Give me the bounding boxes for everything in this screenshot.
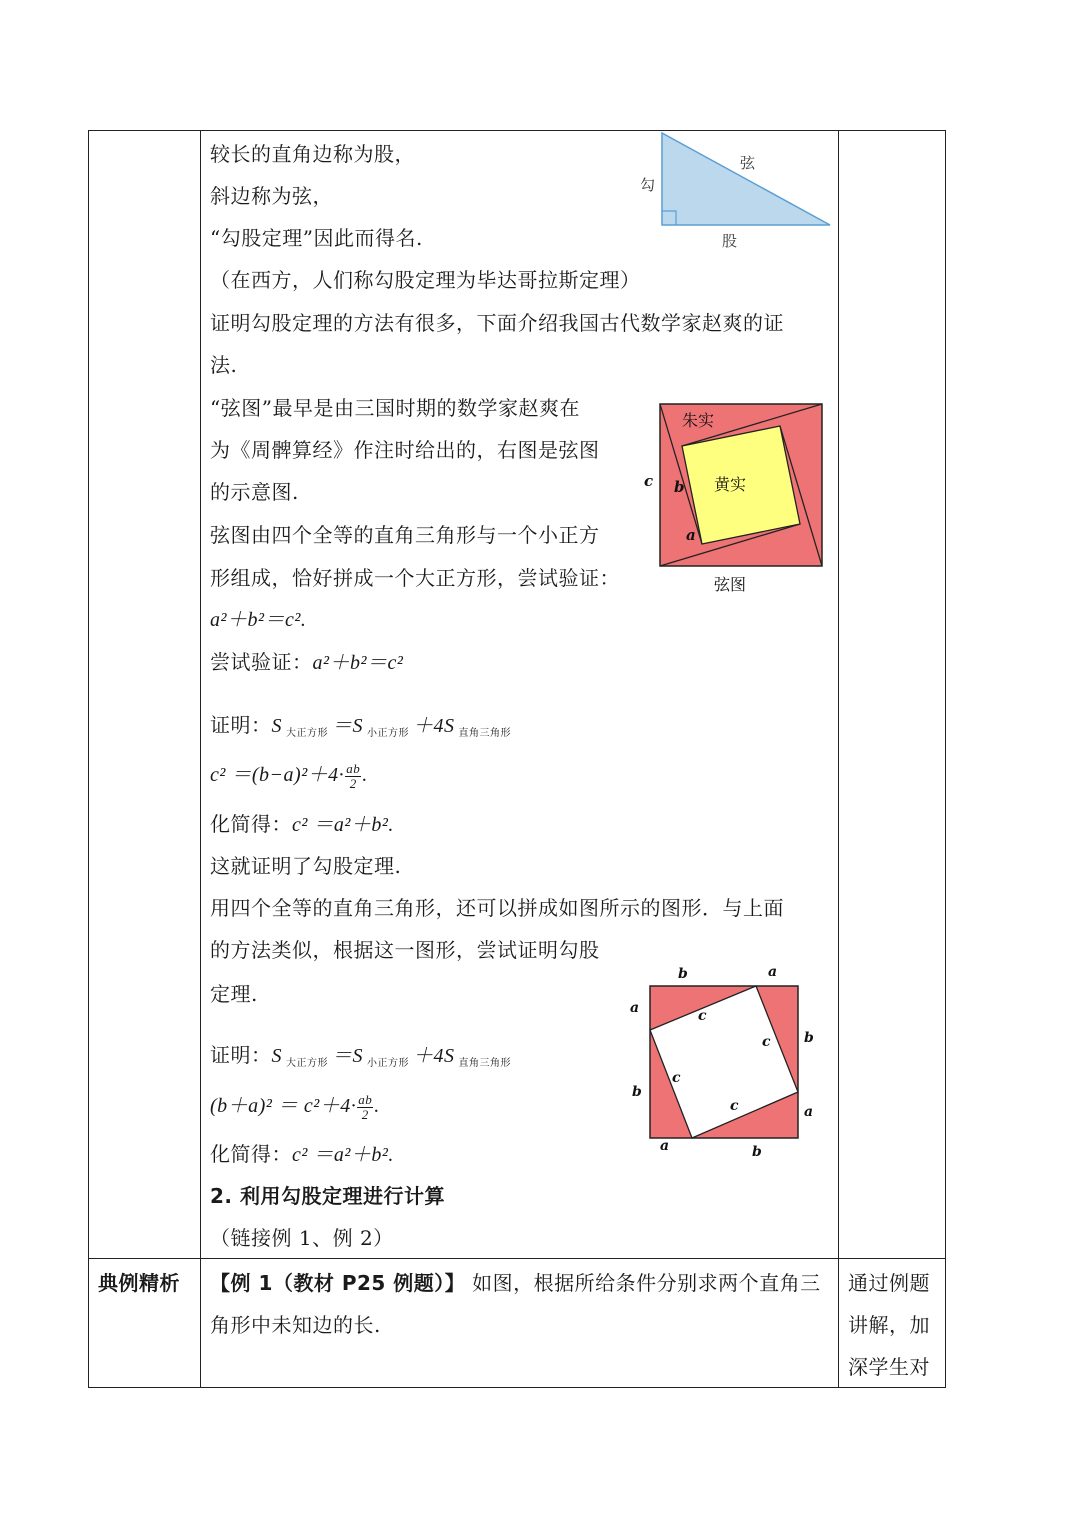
area-symbol: S [271,715,282,737]
table-left-border [88,130,89,1388]
text-line: “勾股定理”因此而得名. [210,226,423,250]
label-b-bottom: b [752,1144,762,1160]
table-row-divider [88,1258,946,1259]
label-b: b [674,478,685,496]
label-c-right: c [762,1034,771,1050]
label-c-top: c [698,1008,707,1024]
text-line: 为《周髀算经》作注时给出的，右图是弦图 [210,438,600,462]
formula: c² ＝a²＋b². [292,1144,394,1166]
label-a-right: a [804,1104,814,1120]
section-heading: 2. 利用勾股定理进行计算 [210,1184,445,1208]
example-text: 如图，根据所给条件分别求两个直角三 [465,1271,821,1295]
subscript: 小正方形 [367,728,409,739]
label-huangshi: 黄实 [714,475,747,494]
text-line: “弦图”最早是由三国时期的数学家赵爽在 [210,396,580,420]
text-prefix: 尝试验证： [210,650,313,674]
area-symbol: S [271,1045,282,1067]
teaching-note: 讲解，加 [848,1313,930,1337]
equals-area: ＝S [332,1045,363,1067]
formula-left: (b＋a)² ＝ c²＋4· [210,1095,357,1118]
formula-end: . [362,764,368,787]
label-c-bottom: c [730,1098,739,1114]
proof-line [210,1043,515,1076]
text-line: 形组成，恰好拼成一个大正方形，尝试验证： [210,566,620,590]
label-gu: 股 [722,232,738,250]
proof-line [210,713,515,746]
label-a-top: a [768,964,778,980]
text-prefix: 化简得： [210,1142,292,1166]
subscript: 大正方形 [286,1058,328,1069]
text-line: 的示意图. [210,480,299,504]
table-col-divider-1 [200,130,201,1388]
formula-line [210,1093,380,1122]
formula-line: a²＋b²＝c². [210,609,307,631]
label-a-bottom: a [660,1138,670,1154]
text-line: 较长的直角边称为股， [210,142,415,166]
text-line: 斜边称为弦， [210,184,333,208]
text-prefix: 化简得： [210,812,292,836]
numerator: ab [358,1092,373,1107]
right-triangle [662,133,830,225]
label-xian: 弦 [740,154,756,172]
proof-prefix: 证明： [210,1043,272,1067]
teaching-note: 深学生对 [848,1355,930,1379]
text-line: 的方法类似，根据这一图形，尝试证明勾股 [210,938,600,962]
right-triangle-figure [630,128,840,258]
plus-area: ＋4S [413,715,455,737]
fraction [345,762,361,791]
table-col-divider-2 [838,130,839,1388]
text-line [210,1142,394,1167]
table-right-border [945,130,946,1388]
denominator: 2 [349,776,357,791]
text-line: 弦图由四个全等的直角三角形与一个小正方 [210,523,600,547]
formula-line [210,762,368,791]
text-line: 法. [210,353,238,377]
equals-area: ＝S [332,715,363,737]
square-arrangement-figure [618,958,828,1168]
label-b-right: b [804,1030,814,1046]
text-line: 这就证明了勾股定理. [210,854,402,878]
text-line: 用四个全等的直角三角形，还可以拼成如图所示的图形．与上面 [210,896,784,920]
formula-left: c² ＝(b−a)²＋4· [210,764,345,787]
label-b-top: b [678,966,688,982]
label-b-left: b [632,1084,642,1100]
example-title: 【例 1（教材 P25 例题）】 [210,1271,466,1295]
label-a-left: a [630,1000,640,1016]
proof-prefix: 证明： [210,713,272,737]
formula: c² ＝a²＋b². [292,814,394,836]
label-c: c [644,472,654,490]
teaching-note: 通过例题 [848,1271,930,1295]
text-line: 证明勾股定理的方法有很多，下面介绍我国古代数学家赵爽的证 [210,311,784,335]
text-line [210,812,394,837]
label-a: a [686,526,696,544]
formula: a²＋b²＝c² [312,652,404,674]
example-line: 角形中未知边的长. [210,1313,381,1337]
label-zhushi: 朱实 [682,411,715,430]
label-c-left: c [672,1070,681,1086]
label-gou: 勾 [640,176,656,194]
text-line: 定理. [210,982,258,1006]
text-line: （在西方，人们称勾股定理为毕达哥拉斯定理） [210,268,641,292]
subscript: 直角三角形 [458,728,511,739]
subscript: 直角三角形 [458,1058,511,1069]
formula-end: . [374,1095,380,1118]
subscript: 小正方形 [367,1058,409,1069]
subscript: 大正方形 [286,728,328,739]
xiantu-figure [636,398,836,603]
numerator: ab [346,761,361,776]
text-line: （链接例 1、例 2） [210,1226,394,1250]
plus-area: ＋4S [413,1045,455,1067]
fraction [357,1093,373,1122]
denominator: 2 [361,1107,369,1122]
example-line [210,1271,821,1295]
table-bottom-border [88,1387,946,1388]
row-label: 典例精析 [98,1271,180,1295]
figure-caption: 弦图 [714,575,747,594]
text-line [210,650,403,675]
